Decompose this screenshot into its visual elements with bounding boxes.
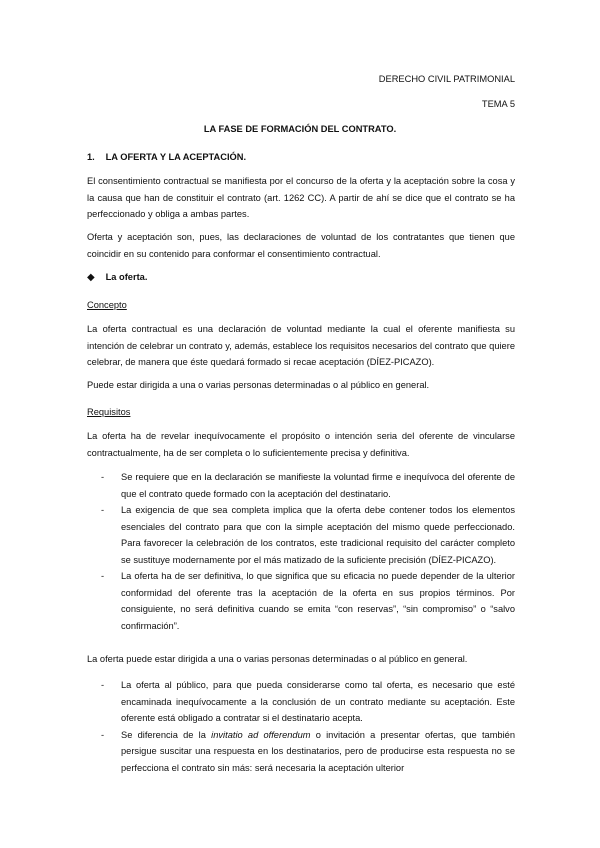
dash-bullet: - xyxy=(101,472,105,482)
diamond-bullet-icon: ◆ xyxy=(87,272,95,283)
latin-term: invitatio ad offerendum xyxy=(211,729,311,740)
concepto-heading: Concepto xyxy=(87,300,127,310)
requisitos-heading: Requisitos xyxy=(87,407,131,417)
list-item-text-after: o invitación a presentar ofertas, que también persigue suscitar una respuesta en los destinatarios, pero de producirse esta respuesta no se perfecciona el contrato sin más: será necesaria la aceptación ulterior xyxy=(121,729,516,773)
dash-bullet: - xyxy=(101,505,105,515)
list-item-text: La oferta al público, para que pueda considerarse como tal oferta, es necesario que esté encaminada inequívocamente a la conclusión de un contrato mediante su aceptación. Este oferente está obligado a contratar si el destinatario acepta. xyxy=(121,680,515,723)
paragraph-dirigida: Puede estar dirigida a una o varias personas determinadas o al público en general. xyxy=(87,380,430,390)
list-item xyxy=(87,727,515,777)
list-item xyxy=(87,677,515,727)
publico-list xyxy=(87,677,515,776)
paragraph-concepto: La oferta contractual es una declaración de voluntad mediante la cual el oferente manifiesta su intención de celebrar un contrato y, además, establece los requisitos necesarios del contrato que quiere celebrar, de manera que éste quedará formado si recae aceptación (DÍEZ-PICAZO). xyxy=(87,324,515,367)
list-item xyxy=(87,568,515,634)
dash-bullet: - xyxy=(101,571,105,581)
section-heading xyxy=(87,149,515,166)
section-heading-text: LA OFERTA Y LA ACEPTACIÓN. xyxy=(105,152,247,162)
subsection-heading-oferta xyxy=(87,269,515,287)
section-number: 1. xyxy=(87,152,95,162)
list-item-text-before: Se diferencia de la xyxy=(121,729,212,740)
paragraph-requisitos: La oferta ha de revelar inequívocamente el propósito o intención seria del oferente de vincularse contractualmente, ha de ser completa o lo suficientemente precisa y definitiva. xyxy=(87,431,515,458)
topic-header: TEMA 5 xyxy=(481,99,515,109)
subsection-heading-text: La oferta. xyxy=(105,272,148,282)
page-title: LA FASE DE FORMACIÓN DEL CONTRATO. xyxy=(203,124,397,134)
list-item-text: La oferta ha de ser definitiva, lo que significa que su eficacia no puede depender de la ulterior conformidad del oferente tras la aceptación de la oferta en sus propios términos. Por consiguiente, no será definitiva cuando se emita “con reservas”, “sin compromiso” o “salvo confirmación”. xyxy=(121,571,515,631)
list-item xyxy=(87,502,515,568)
list-item-text: Se requiere que en la declaración se manifieste la voluntad firme e inequívoca del oferente de que el contrato quede formado con la aceptación del destinatario. xyxy=(121,472,515,499)
list-item xyxy=(87,469,515,502)
dash-bullet: - xyxy=(101,729,105,740)
list-item-text: La exigencia de que sea completa implica que la oferta debe contener todos los elementos esenciales del contrato para que con la simple aceptación del mismo quede perfeccionado. Para favorecer la celebración de los contratos, este tradicional requisito del carácter completo se sustituye modernamente por el más matizado de la suficiente precisión (DÍEZ-PICAZO). xyxy=(121,505,515,565)
paragraph-dirigida-2: La oferta puede estar dirigida a una o varias personas determinadas o al público en general. xyxy=(87,654,468,664)
paragraph-oferta-aceptacion: Oferta y aceptación son, pues, las declaraciones de voluntad de los contratantes que tienen que coincidir en su contenido para conformar el consentimiento contractual. xyxy=(87,232,515,259)
course-header: DERECHO CIVIL PATRIMONIAL xyxy=(378,74,515,84)
requisitos-list xyxy=(87,469,515,634)
paragraph-consentimiento: El consentimiento contractual se manifiesta por el concurso de la oferta y la aceptación sobre la cosa y la causa que han de constituir el contrato (art. 1262 CC). A partir de ahí se dice que el contrato se ha perfeccionado y obliga a ambas partes. xyxy=(87,176,515,219)
dash-bullet: - xyxy=(101,680,105,690)
